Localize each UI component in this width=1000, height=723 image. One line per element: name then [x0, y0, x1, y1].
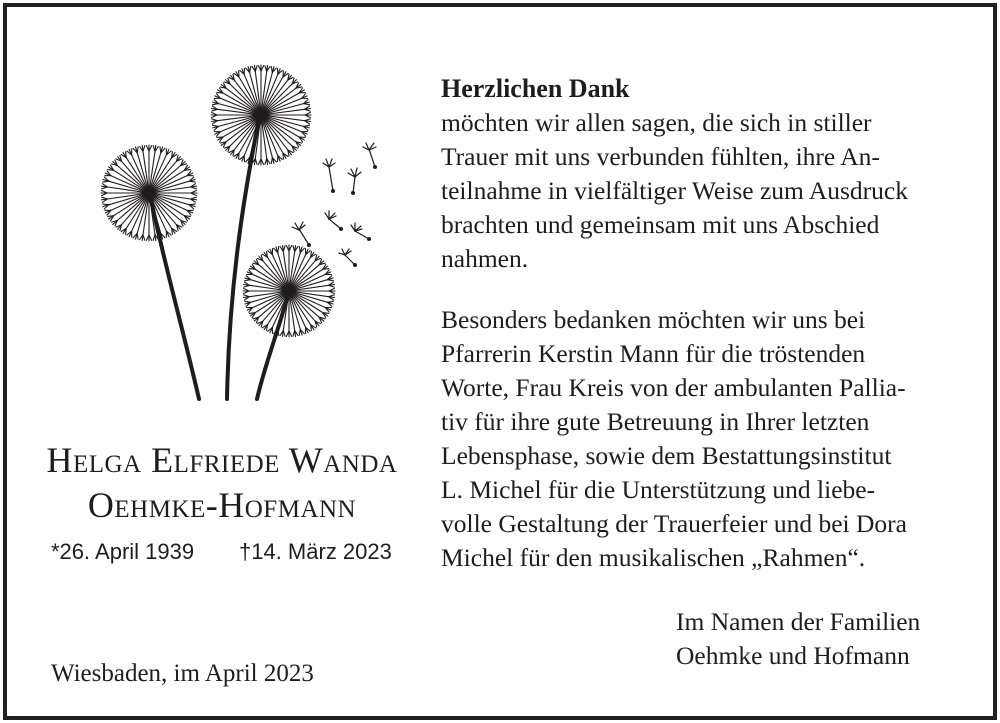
paragraph-line: Besonders bedanken möchten wir uns bei — [441, 305, 866, 334]
dandelion-illustration — [93, 59, 393, 401]
paragraph-line: brachten und gemeinsam mit uns Abschied — [441, 210, 880, 239]
birth-date: *26. April 1939 — [51, 539, 195, 564]
paragraph-line: tiv für ihre gute Betreuung in Ihrer letzten — [441, 407, 870, 436]
paragraph-line: teilnahme in vielfältiger Weise zum Ausdruck — [441, 176, 908, 205]
paragraph-line: Worte, Frau Kreis von der ambulanten Pallia- — [441, 373, 906, 402]
place-and-date: Wiesbaden, im April 2023 — [51, 660, 314, 687]
paragraph-line: volle Gestaltung der Trauerfeier und bei Dora — [441, 509, 907, 538]
death-date: †14. März 2023 — [239, 539, 392, 564]
flying-seeds — [292, 143, 376, 265]
obituary-card — [3, 3, 997, 720]
deceased-name-line1: Helga Elfriede Wanda — [46, 440, 398, 480]
paragraph-line: Pfarrerin Kerstin Mann für die tröstenden — [441, 339, 866, 368]
paragraph-line: Lebensphase, sowie dem Bestattungsinstitut — [441, 441, 892, 470]
deceased-name-line2: Oehmke-Hofmann — [87, 485, 357, 525]
signature-line: Im Namen der Familien — [676, 607, 921, 636]
thank-you-heading: Herzlichen Dank — [441, 74, 630, 103]
signature — [676, 605, 1000, 673]
dandelion-head-middle — [211, 65, 311, 165]
signature-line: Oehmke und Hofmann — [676, 641, 910, 670]
paragraph-line: möchten wir allen sagen, die sich in stiller — [441, 108, 872, 137]
dandelion-head-right — [243, 245, 335, 337]
paragraph-line: nahmen. — [441, 244, 529, 273]
paragraph-line: L. Michel für die Unterstützung und liebe- — [441, 475, 876, 504]
thank-you-paragraph — [441, 106, 961, 276]
dandelion-head-left — [101, 145, 197, 241]
paragraph-line: Trauer mit uns verbunden fühlten, ihre An- — [441, 142, 880, 171]
paragraph-line: Michel für den musikalischen „Rahmen“. — [441, 543, 866, 572]
stem-left — [151, 199, 199, 399]
acknowledgements-paragraph — [441, 303, 961, 575]
